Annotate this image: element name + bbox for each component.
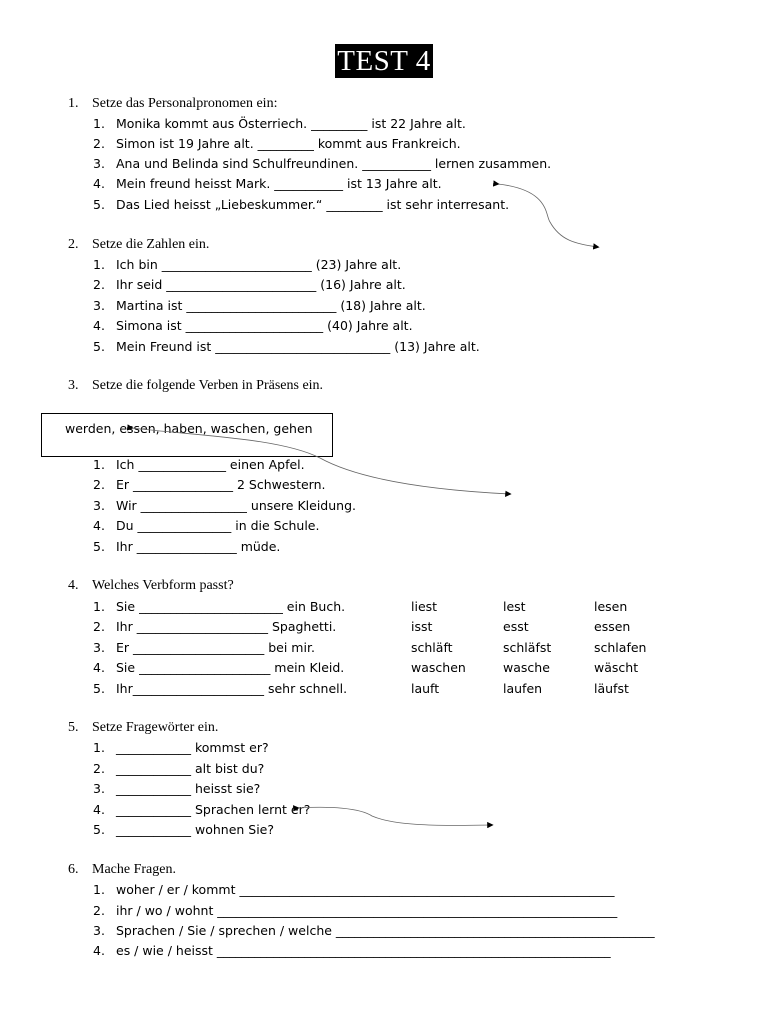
verb-option: waschen	[411, 660, 466, 675]
list-item	[93, 498, 356, 514]
verb-option: essen	[594, 619, 631, 634]
item-text: Er ________________ 2 Schwestern.	[116, 477, 326, 492]
item-number: 1.	[93, 257, 105, 272]
section-5-heading	[68, 720, 218, 736]
item-text: es / wie / heisst _______________________________________________________________	[116, 943, 611, 958]
list-item	[93, 822, 274, 838]
section-number: 6.	[68, 862, 79, 877]
item-text: Ihr _____________________ Spaghetti.	[116, 619, 337, 634]
item-number: 4.	[93, 518, 105, 533]
item-number: 1.	[93, 116, 105, 131]
section-title: Setze die Zahlen ein.	[92, 237, 210, 252]
verb-option: schläft	[411, 640, 453, 655]
verb-list: werden, essen, haben, waschen, gehen	[65, 421, 313, 436]
item-number: 3.	[93, 923, 105, 938]
item-number: 1.	[93, 882, 105, 897]
section-1-heading	[68, 96, 277, 112]
section-title: Setze das Personalpronomen ein:	[92, 96, 278, 111]
section-title: Welches Verbform passt?	[92, 578, 234, 593]
item-number: 2.	[93, 277, 105, 292]
verb-option: schlafen	[594, 640, 647, 655]
item-text: woher / er / kommt ____________________________________________________________	[116, 882, 615, 897]
section-title: Mache Fragen.	[92, 862, 176, 877]
item-text: Du _______________ in die Schule.	[116, 518, 320, 533]
list-item	[93, 903, 617, 919]
list-item	[93, 176, 442, 192]
item-text: Wir _________________ unsere Kleidung.	[116, 498, 356, 513]
verb-option: lauft	[411, 681, 440, 696]
verb-option: schläfst	[503, 640, 552, 655]
item-text: ____________ wohnen Sie?	[116, 822, 275, 837]
list-item	[93, 457, 305, 473]
list-item	[93, 761, 264, 777]
item-text: Das Lied heisst „Liebeskummer.“ _________ ist sehr interresant.	[116, 197, 510, 212]
item-text: Ihr ________________ müde.	[116, 539, 281, 554]
section-number: 1.	[68, 96, 79, 111]
item-text: ihr / wo / wohnt ________________________________________________________________	[116, 903, 618, 918]
item-number: 3.	[93, 498, 105, 513]
list-item	[93, 619, 336, 635]
list-item	[93, 660, 344, 676]
list-item	[93, 298, 426, 314]
item-text: Ihr_____________________ sehr schnell.	[116, 681, 348, 696]
list-item	[93, 740, 269, 756]
item-text: Sie _____________________ mein Kleid.	[116, 660, 345, 675]
list-item	[93, 802, 310, 818]
verb-option: wasche	[503, 660, 550, 675]
list-item	[93, 882, 614, 898]
list-item	[93, 640, 315, 656]
verb-option: esst	[503, 619, 529, 634]
verb-option: isst	[411, 619, 433, 634]
item-text: Ich ______________ einen Apfel.	[116, 457, 305, 472]
item-number: 4.	[93, 943, 105, 958]
verb-box	[41, 413, 333, 457]
list-item	[93, 156, 551, 172]
item-number: 4.	[93, 176, 105, 191]
item-number: 2.	[93, 619, 105, 634]
curved-arrow	[498, 184, 598, 247]
item-number: 3.	[93, 640, 105, 655]
section-number: 5.	[68, 720, 79, 735]
item-number: 3.	[93, 781, 105, 796]
item-text: ____________ kommst er?	[116, 740, 269, 755]
section-2-heading	[68, 237, 209, 253]
section-number: 3.	[68, 378, 79, 393]
curved-arrow	[298, 807, 492, 825]
list-item	[93, 277, 406, 293]
list-item	[93, 116, 466, 132]
section-number: 4.	[68, 578, 79, 593]
item-text: Mein freund heisst Mark. ___________ ist 13 Jahre alt.	[116, 176, 442, 191]
list-item	[93, 781, 260, 797]
item-number: 3.	[93, 156, 105, 171]
test-title: TEST 4	[335, 44, 433, 78]
list-item	[93, 943, 611, 959]
section-title: Setze Fragewörter ein.	[92, 720, 219, 735]
verb-option: wäscht	[594, 660, 639, 675]
item-number: 4.	[93, 318, 105, 333]
item-text: Sie _______________________ ein Buch.	[116, 599, 346, 614]
item-text: ____________ heisst sie?	[116, 781, 261, 796]
verb-option: liest	[411, 599, 438, 614]
item-text: Ana und Belinda sind Schulfreundinen. ___________ lernen zusammen.	[116, 156, 552, 171]
item-number: 5.	[93, 539, 105, 554]
item-text: Ihr seid ________________________ (16) Jahre alt.	[116, 277, 406, 292]
list-item	[93, 257, 401, 273]
item-text: ____________ Sprachen lernt er?	[116, 802, 311, 817]
item-number: 2.	[93, 761, 105, 776]
item-number: 2.	[93, 903, 105, 918]
section-6-heading	[68, 862, 176, 878]
item-text: Simon ist 19 Jahre alt. _________ kommt aus Frankreich.	[116, 136, 461, 151]
item-number: 1.	[93, 457, 105, 472]
list-item	[93, 539, 280, 555]
list-item	[93, 197, 509, 213]
item-text: Monika kommt aus Österriech. _________ ist 22 Jahre alt.	[116, 116, 466, 131]
verb-option: lesen	[594, 599, 628, 614]
list-item	[93, 923, 655, 939]
section-title: Setze die folgende Verben in Präsens ein.	[92, 378, 324, 393]
item-number: 1.	[93, 740, 105, 755]
item-number: 3.	[93, 298, 105, 313]
item-text: ____________ alt bist du?	[116, 761, 265, 776]
list-item	[93, 136, 461, 152]
item-text: Martina ist ________________________ (18) Jahre alt.	[116, 298, 426, 313]
section-3-heading	[68, 378, 323, 394]
verb-option: läufst	[594, 681, 629, 696]
section-4-heading	[68, 578, 234, 594]
item-text: Ich bin ________________________ (23) Jahre alt.	[116, 257, 402, 272]
list-item	[93, 339, 480, 355]
item-text: Er _____________________ bei mir.	[116, 640, 315, 655]
item-text: Mein Freund ist ____________________________ (13) Jahre alt.	[116, 339, 480, 354]
item-text: Simona ist ______________________ (40) Jahre alt.	[116, 318, 413, 333]
verb-option: laufen	[503, 681, 543, 696]
item-text: Sprachen / Sie / sprechen / welche ___________________________________________________	[116, 923, 655, 938]
item-number: 2.	[93, 136, 105, 151]
list-item	[93, 518, 319, 534]
item-number: 4.	[93, 802, 105, 817]
item-number: 1.	[93, 599, 105, 614]
list-item	[93, 477, 325, 493]
item-number: 5.	[93, 822, 105, 837]
item-number: 4.	[93, 660, 105, 675]
list-item	[93, 599, 345, 615]
item-number: 5.	[93, 197, 105, 212]
item-number: 2.	[93, 477, 105, 492]
verb-option: lest	[503, 599, 526, 614]
item-number: 5.	[93, 681, 105, 696]
list-item	[93, 318, 413, 334]
list-item	[93, 681, 347, 697]
section-number: 2.	[68, 237, 79, 252]
item-number: 5.	[93, 339, 105, 354]
